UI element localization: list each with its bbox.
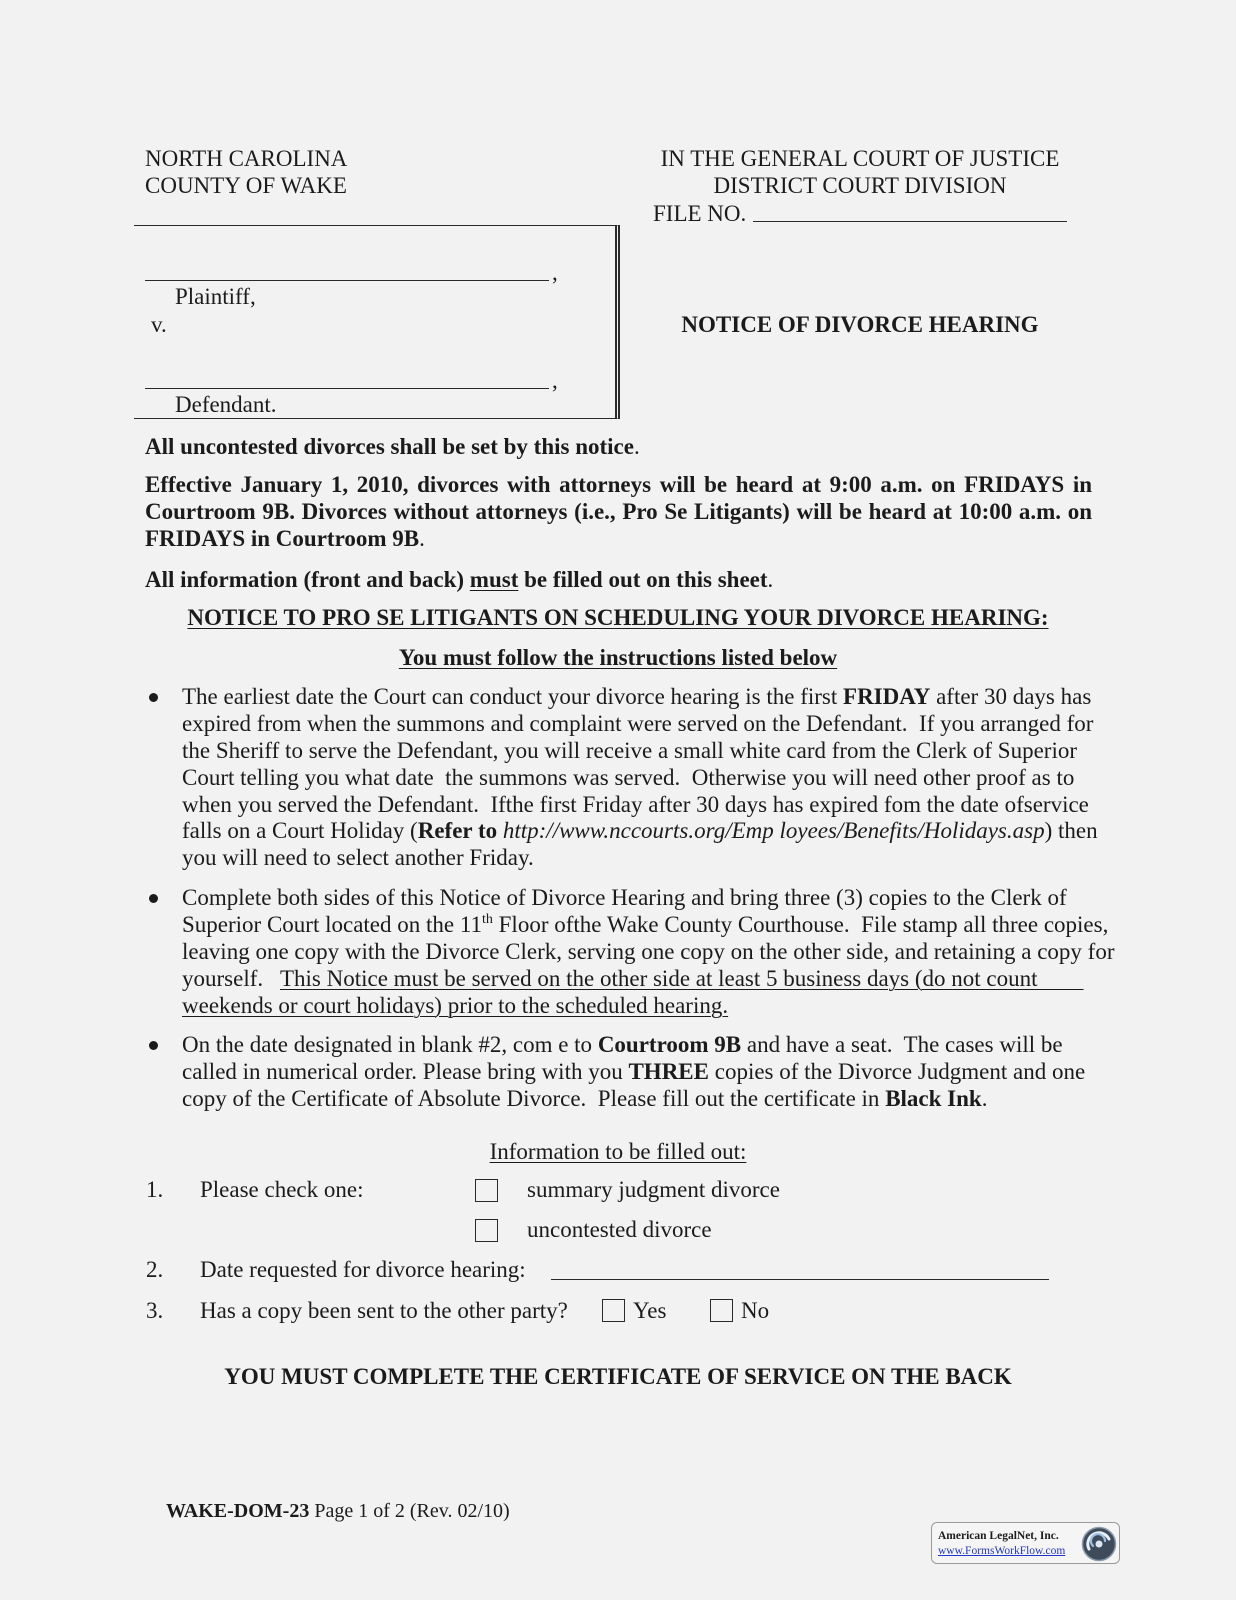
text-segment: weekends or court holidays) prior to the scheduled hearing. bbox=[182, 992, 729, 1018]
instruction-hearing-day bbox=[182, 1032, 1085, 1113]
all-information-notice bbox=[145, 566, 773, 593]
court-division: DISTRICT COURT DIVISION bbox=[713, 173, 1007, 198]
text-line bbox=[182, 885, 1115, 912]
text-line bbox=[182, 1032, 1085, 1059]
text-segment: FRIDAYS in Courtroom 9B bbox=[145, 526, 420, 551]
summary-judgment-checkbox[interactable] bbox=[475, 1179, 498, 1202]
schedule-paragraph bbox=[145, 471, 1092, 552]
pro-se-heading: NOTICE TO PRO SE LITIGANTS ON SCHEDULING YOUR DIVORCE HEARING: bbox=[187, 605, 1049, 630]
certificate-notice: YOU MUST COMPLETE THE CERTIFICATE OF SERVICE ON THE BACK bbox=[224, 1364, 1012, 1389]
text-segment: FRIDAY bbox=[843, 684, 931, 709]
summary-judgment-label: summary judgment divorce bbox=[527, 1177, 780, 1202]
text-segment: Black Ink bbox=[885, 1085, 982, 1111]
plaintiff-comma: , bbox=[552, 260, 558, 285]
text-line bbox=[145, 566, 773, 593]
plaintiff-name-field[interactable] bbox=[145, 258, 549, 281]
text-line bbox=[182, 738, 1098, 765]
badge-company-name: American LegalNet, Inc. bbox=[938, 1530, 1059, 1542]
uncontested-divorce-label: uncontested divorce bbox=[527, 1217, 712, 1242]
bullet-icon bbox=[149, 693, 158, 702]
text-line bbox=[182, 711, 1098, 738]
text-segment: Court telling you what date the summons was served. Otherwise you will need other proof as to bbox=[182, 764, 1075, 790]
question-1-number: 1. bbox=[146, 1177, 164, 1202]
question-3-label: Has a copy been sent to the other party? bbox=[200, 1298, 568, 1323]
versus-label: v. bbox=[151, 312, 167, 337]
copy-sent-yes-checkbox[interactable] bbox=[602, 1299, 625, 1322]
text-line bbox=[182, 939, 1115, 966]
document-title: NOTICE OF DIVORCE HEARING bbox=[681, 312, 1039, 337]
text-line bbox=[182, 966, 1115, 993]
text-segment: yourself. bbox=[182, 965, 280, 991]
text-segment: ) then bbox=[1044, 818, 1098, 844]
form-id: WAKE-DOM-23 bbox=[166, 1500, 310, 1522]
case-caption-box bbox=[134, 225, 620, 419]
text-segment: Superior Court located on the 11 bbox=[182, 911, 482, 937]
text-segment: leaving one copy with the Divorce Clerk, serving one copy on the other side, and retaining a copy for bbox=[182, 938, 1115, 964]
text-line bbox=[145, 498, 1092, 525]
text-segment: must bbox=[469, 567, 519, 592]
text-line bbox=[145, 433, 640, 460]
text-line bbox=[182, 792, 1098, 819]
copy-sent-no-checkbox[interactable] bbox=[710, 1299, 733, 1322]
defendant-comma: , bbox=[552, 368, 558, 393]
state-name: NORTH CAROLINA bbox=[145, 146, 348, 171]
text-segment: and have a seat. The cases will be bbox=[741, 1032, 1063, 1057]
question-1-label: Please check one: bbox=[200, 1177, 364, 1202]
text-segment: copy of the Certificate of Absolute Divorce. Please fill out the certificate in bbox=[182, 1085, 886, 1111]
formsworkflow-link[interactable]: www.FormsWorkFlow.com bbox=[938, 1545, 1066, 1557]
question-2-number: 2. bbox=[146, 1257, 164, 1282]
bullet-icon bbox=[149, 894, 158, 903]
defendant-label: Defendant. bbox=[175, 392, 277, 417]
form-footer bbox=[146, 1475, 510, 1547]
text-line bbox=[145, 471, 1092, 498]
text-segment: after 30 days has bbox=[930, 684, 1092, 709]
text-segment: Floor ofthe Wake County Courthouse. File stamp all three copies, bbox=[492, 911, 1109, 937]
text-segment: THREE bbox=[628, 1058, 709, 1084]
text-line bbox=[182, 1059, 1085, 1086]
county-name: COUNTY OF WAKE bbox=[145, 173, 347, 198]
american-legalnet-logo-icon bbox=[1081, 1526, 1117, 1562]
instruction-earliest-date bbox=[182, 684, 1098, 872]
copy-sent-yes-label: Yes bbox=[633, 1298, 667, 1323]
text-segment: The earliest date the Court can conduct your divorce hearing is the first bbox=[182, 684, 844, 709]
ordinal-suffix: th bbox=[482, 911, 493, 927]
text-line bbox=[182, 912, 1115, 939]
question-2-label: Date requested for divorce hearing: bbox=[200, 1257, 526, 1282]
text-segment: Courtroom 9B. Divorces without attorneys (i.e., Pro Se Litigants) will be heard at 10:00 a.m. on bbox=[145, 499, 1092, 524]
form-heading: Information to be filled out: bbox=[489, 1139, 747, 1164]
text-segment: All uncontested divorces shall be set by this notice bbox=[145, 434, 634, 459]
text-line bbox=[182, 1086, 1085, 1113]
text-segment: Effective January 1, 2010, divorces with attorneys will be heard at 9:00 a.m. on FRIDAYS in bbox=[145, 472, 1092, 497]
instruction-copies bbox=[182, 885, 1115, 1019]
instructions-heading: You must follow the instructions listed below bbox=[398, 645, 838, 670]
defendant-name-field[interactable] bbox=[145, 366, 549, 389]
text-line bbox=[182, 845, 1098, 872]
holidays-url-text: http://www.nccourts.org/Emp loyees/Benefits/Holidays.asp bbox=[502, 818, 1045, 844]
question-3-number: 3. bbox=[146, 1298, 164, 1323]
text-segment: the Sheriff to serve the Defendant, you will receive a small white card from the Clerk of Superior bbox=[182, 737, 1078, 763]
file-no-label: FILE NO. bbox=[653, 201, 747, 226]
text-segment: . bbox=[633, 434, 640, 459]
text-line bbox=[182, 818, 1098, 845]
text-segment: copies of the Divorce Judgment and one bbox=[709, 1058, 1086, 1084]
text-line bbox=[182, 993, 1115, 1020]
hearing-date-field[interactable] bbox=[551, 1257, 1049, 1280]
american-legalnet-badge[interactable] bbox=[931, 1522, 1120, 1564]
text-segment: . bbox=[767, 567, 774, 592]
bullet-icon bbox=[149, 1041, 158, 1050]
text-segment: This Notice must be served on the other side at least 5 business days (do not count bbox=[279, 965, 1084, 991]
text-line bbox=[182, 684, 1098, 711]
text-segment: . bbox=[981, 1085, 988, 1111]
court-name: IN THE GENERAL COURT OF JUSTICE bbox=[660, 146, 1060, 171]
plaintiff-label: Plaintiff, bbox=[175, 284, 256, 309]
text-segment: All information (front and back) bbox=[145, 567, 470, 592]
file-no-field[interactable] bbox=[753, 199, 1067, 222]
text-line bbox=[145, 525, 1092, 552]
text-segment: On the date designated in blank #2, com e to bbox=[182, 1032, 598, 1057]
text-segment: falls on a Court Holiday ( bbox=[182, 818, 418, 844]
text-segment: . bbox=[419, 526, 425, 551]
text-segment: when you served the Defendant. Ifthe first Friday after 30 days has expired fom the date ofservice bbox=[182, 791, 1089, 817]
uncontested-divorce-checkbox[interactable] bbox=[475, 1219, 498, 1242]
text-segment: be filled out on this sheet bbox=[518, 567, 768, 592]
text-line bbox=[182, 765, 1098, 792]
text-segment: expired from when the summons and complaint were served on the Defendant. If you arranged for bbox=[182, 710, 1094, 736]
text-segment: Refer to bbox=[417, 818, 498, 844]
text-segment: Courtroom 9B bbox=[597, 1032, 742, 1057]
copy-sent-no-label: No bbox=[741, 1298, 770, 1323]
text-segment: you will need to select another Friday. bbox=[182, 845, 534, 871]
text-segment: called in numerical order. Please bring with you bbox=[182, 1058, 629, 1084]
page-info: Page 1 of 2 (Rev. 02/10) bbox=[314, 1500, 510, 1522]
uncontested-notice bbox=[145, 433, 640, 460]
text-segment: Complete both sides of this Notice of Divorce Hearing and bring three (3) copies to the Clerk of bbox=[182, 885, 1067, 910]
